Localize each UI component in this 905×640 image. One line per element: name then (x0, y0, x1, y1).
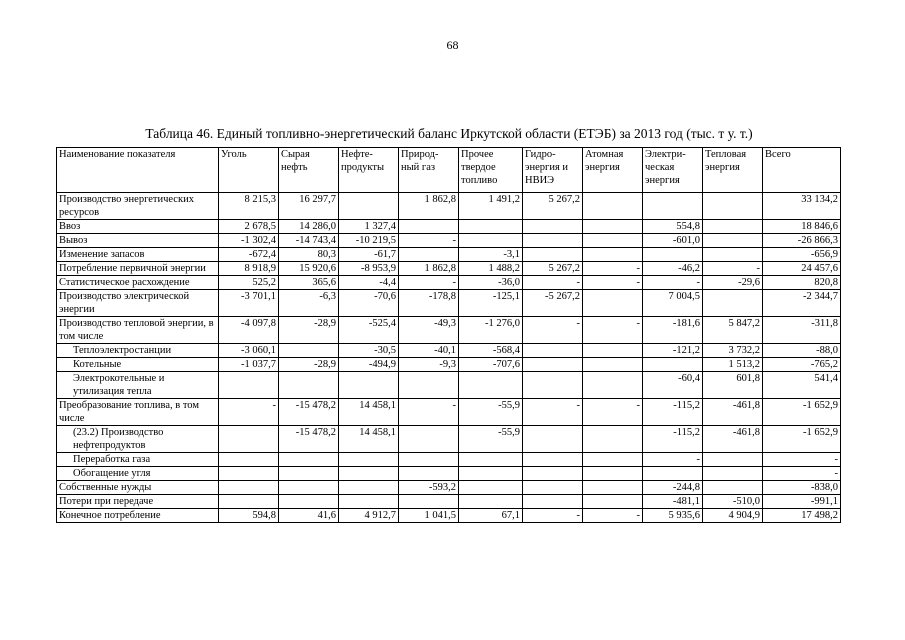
table-cell: - (643, 276, 703, 290)
table-cell: -244,8 (643, 481, 703, 495)
table-cell (583, 372, 643, 399)
table-cell (459, 234, 523, 248)
table-cell (219, 372, 279, 399)
table-cell: -29,6 (703, 276, 763, 290)
row-label: Статистическое расхождение (57, 276, 219, 290)
table-row (57, 193, 841, 220)
table-cell (583, 426, 643, 453)
table-cell: -1 652,9 (763, 399, 841, 426)
table-cell: -55,9 (459, 426, 523, 453)
table-cell (523, 344, 583, 358)
table-row (57, 290, 841, 317)
table-cell: -838,0 (763, 481, 841, 495)
table-cell: - (643, 453, 703, 467)
table-cell: 525,2 (219, 276, 279, 290)
table-cell (219, 453, 279, 467)
table-cell (703, 290, 763, 317)
table-cell: -1 302,4 (219, 234, 279, 248)
table-cell: -765,2 (763, 358, 841, 372)
table-cell: -4 097,8 (219, 317, 279, 344)
table-cell: 24 457,6 (763, 262, 841, 276)
table-cell: 5 267,2 (523, 262, 583, 276)
row-label: Потери при передаче (57, 495, 219, 509)
table-cell (583, 495, 643, 509)
table-cell: -6,3 (279, 290, 339, 317)
table-cell: - (219, 399, 279, 426)
table-cell: 5 847,2 (703, 317, 763, 344)
column-header: Уголь (219, 148, 279, 193)
table-cell: -60,4 (643, 372, 703, 399)
table-cell: 14 286,0 (279, 220, 339, 234)
table-cell: 4 904,9 (703, 509, 763, 523)
table-cell: - (523, 399, 583, 426)
table-row (57, 344, 841, 358)
table-cell (219, 495, 279, 509)
table-cell: - (583, 399, 643, 426)
table-cell: 15 920,6 (279, 262, 339, 276)
table-cell (339, 453, 399, 467)
row-label: Потребление первичной энергии (57, 262, 219, 276)
column-header: Гидро-энергия и НВИЭ (523, 148, 583, 193)
table-cell (339, 193, 399, 220)
table-cell: -991,1 (763, 495, 841, 509)
table-cell: - (583, 509, 643, 523)
table-row (57, 372, 841, 399)
table-cell: -510,0 (703, 495, 763, 509)
table-cell (583, 248, 643, 262)
column-header: Наименование показателя (57, 148, 219, 193)
table-row (57, 509, 841, 523)
table-body (57, 193, 841, 523)
table-cell: 5 267,2 (523, 193, 583, 220)
row-label: Изменение запасов (57, 248, 219, 262)
table-cell (703, 193, 763, 220)
table-cell: - (763, 467, 841, 481)
table-cell (703, 234, 763, 248)
table-cell: 601,8 (703, 372, 763, 399)
table-cell: -568,4 (459, 344, 523, 358)
table-cell: -461,8 (703, 426, 763, 453)
table-cell (279, 467, 339, 481)
table-cell (399, 453, 459, 467)
row-label: Переработка газа (57, 453, 219, 467)
row-label: Производство энергетических ресурсов (57, 193, 219, 220)
table-cell: 41,6 (279, 509, 339, 523)
table-cell: -28,9 (279, 358, 339, 372)
column-header: Сырая нефть (279, 148, 339, 193)
table-cell (279, 344, 339, 358)
table-cell: -2 344,7 (763, 290, 841, 317)
table-cell: -36,0 (459, 276, 523, 290)
table-cell: -30,5 (339, 344, 399, 358)
row-label: Производство тепловой энергии, в том числе (57, 317, 219, 344)
table-cell: - (523, 509, 583, 523)
table-cell: - (583, 276, 643, 290)
table-cell: 2 678,5 (219, 220, 279, 234)
table-cell: -28,9 (279, 317, 339, 344)
table-cell (643, 358, 703, 372)
table-cell: - (399, 399, 459, 426)
table-cell: -672,4 (219, 248, 279, 262)
table-cell (523, 220, 583, 234)
column-header: Атомная энергия (583, 148, 643, 193)
table-cell (523, 467, 583, 481)
table-caption: Таблица 46. Единый топливно-энергетический баланс Иркутской области (ЕТЭБ) за 2013 год (тыс. т у. т.) (145, 126, 753, 141)
table-cell (219, 467, 279, 481)
table-cell: - (583, 262, 643, 276)
table-cell: 1 513,2 (703, 358, 763, 372)
table-cell: -40,1 (399, 344, 459, 358)
table-row (57, 481, 841, 495)
table-cell: -1 276,0 (459, 317, 523, 344)
table-cell (279, 453, 339, 467)
table-cell: 33 134,2 (763, 193, 841, 220)
table-cell: -8 953,9 (339, 262, 399, 276)
table-cell: -481,1 (643, 495, 703, 509)
table-cell (703, 453, 763, 467)
table-cell (219, 481, 279, 495)
table-cell: -3,1 (459, 248, 523, 262)
row-label: Электрокотельные и утилизация тепла (57, 372, 219, 399)
table-cell: -55,9 (459, 399, 523, 426)
table-cell: -88,0 (763, 344, 841, 358)
table-cell (583, 290, 643, 317)
row-label: Теплоэлектростанции (57, 344, 219, 358)
table-cell: - (763, 453, 841, 467)
table-cell: 1 862,8 (399, 262, 459, 276)
table-cell: - (523, 276, 583, 290)
table-cell (523, 358, 583, 372)
table-cell: -181,6 (643, 317, 703, 344)
table-cell (459, 467, 523, 481)
table-cell: 17 498,2 (763, 509, 841, 523)
table-cell: 554,8 (643, 220, 703, 234)
table-cell: -311,8 (763, 317, 841, 344)
table-cell (459, 495, 523, 509)
table-cell: -494,9 (339, 358, 399, 372)
table-cell: -15 478,2 (279, 399, 339, 426)
table-cell (523, 234, 583, 248)
table-cell: -3 060,1 (219, 344, 279, 358)
table-cell: 1 488,2 (459, 262, 523, 276)
table-cell (523, 453, 583, 467)
table-row (57, 399, 841, 426)
table-cell (339, 467, 399, 481)
table-cell (279, 372, 339, 399)
row-label: (23.2) Производство нефтепродуктов (57, 426, 219, 453)
table-cell: -14 743,4 (279, 234, 339, 248)
table-cell: -3 701,1 (219, 290, 279, 317)
table-row (57, 262, 841, 276)
table-cell (583, 453, 643, 467)
table-cell: -115,2 (643, 399, 703, 426)
table-cell (583, 193, 643, 220)
table-cell: -70,6 (339, 290, 399, 317)
table-cell (523, 372, 583, 399)
table-cell (279, 481, 339, 495)
table-row (57, 220, 841, 234)
table-cell (583, 220, 643, 234)
table-cell: 820,8 (763, 276, 841, 290)
row-label: Конечное потребление (57, 509, 219, 523)
table-cell: - (399, 234, 459, 248)
table-cell: -4,4 (339, 276, 399, 290)
table-cell (399, 495, 459, 509)
table-cell: 8 918,9 (219, 262, 279, 276)
table-cell (583, 358, 643, 372)
table-cell: 1 862,8 (399, 193, 459, 220)
table-cell: -46,2 (643, 262, 703, 276)
table-cell (459, 372, 523, 399)
table-cell: -178,8 (399, 290, 459, 317)
table-row (57, 276, 841, 290)
table-cell (339, 495, 399, 509)
table-cell: 14 458,1 (339, 399, 399, 426)
table-cell (523, 495, 583, 509)
row-label: Ввоз (57, 220, 219, 234)
table-cell: -9,3 (399, 358, 459, 372)
table-cell: - (583, 317, 643, 344)
table-cell: -593,2 (399, 481, 459, 495)
energy-balance-table (56, 147, 841, 523)
table-cell (279, 495, 339, 509)
table-cell: - (703, 262, 763, 276)
table-cell: - (399, 276, 459, 290)
page-number: 68 (446, 38, 459, 52)
table-cell: 1 041,5 (399, 509, 459, 523)
table-cell (399, 248, 459, 262)
table-cell: -61,7 (339, 248, 399, 262)
table-cell: 1 327,4 (339, 220, 399, 234)
table-cell: 594,8 (219, 509, 279, 523)
table-cell: 16 297,7 (279, 193, 339, 220)
table-cell: 8 215,3 (219, 193, 279, 220)
table-cell (399, 467, 459, 481)
column-header: Электри-ческая энергия (643, 148, 703, 193)
table-row (57, 453, 841, 467)
table-cell (643, 193, 703, 220)
table-cell (703, 481, 763, 495)
table-cell: 3 732,2 (703, 344, 763, 358)
table-cell (583, 467, 643, 481)
row-label: Вывоз (57, 234, 219, 248)
table-cell: 80,3 (279, 248, 339, 262)
table-cell (583, 344, 643, 358)
table-cell: -656,9 (763, 248, 841, 262)
table-cell (583, 234, 643, 248)
table-row (57, 248, 841, 262)
table-cell: 5 935,6 (643, 509, 703, 523)
table-row (57, 426, 841, 453)
table-row (57, 495, 841, 509)
table-row (57, 358, 841, 372)
table-cell (219, 426, 279, 453)
table-cell: - (523, 317, 583, 344)
row-label: Обогащение угля (57, 467, 219, 481)
column-header: Природ-ный газ (399, 148, 459, 193)
row-label: Котельные (57, 358, 219, 372)
table-cell (399, 220, 459, 234)
table-cell (703, 248, 763, 262)
table-cell (339, 372, 399, 399)
table-cell: 365,6 (279, 276, 339, 290)
table-cell (339, 481, 399, 495)
table-cell: -10 219,5 (339, 234, 399, 248)
table-cell (643, 248, 703, 262)
column-header: Прочее твердое топливо (459, 148, 523, 193)
table-cell: -601,0 (643, 234, 703, 248)
table-cell: 541,4 (763, 372, 841, 399)
row-label: Собственные нужды (57, 481, 219, 495)
table-cell: 67,1 (459, 509, 523, 523)
table-cell: -1 652,9 (763, 426, 841, 453)
table-cell (399, 426, 459, 453)
table-cell (703, 467, 763, 481)
table-cell (523, 481, 583, 495)
column-header: Тепловая энергия (703, 148, 763, 193)
table-row (57, 467, 841, 481)
table-cell (459, 453, 523, 467)
column-header: Всего (763, 148, 841, 193)
table-cell: 1 491,2 (459, 193, 523, 220)
table-cell: -115,2 (643, 426, 703, 453)
table-cell: -707,6 (459, 358, 523, 372)
table-cell (459, 481, 523, 495)
table-cell: 18 846,6 (763, 220, 841, 234)
table-cell: -525,4 (339, 317, 399, 344)
table-cell: -461,8 (703, 399, 763, 426)
row-label: Преобразование топлива, в том числе (57, 399, 219, 426)
table-row (57, 234, 841, 248)
table-cell (399, 372, 459, 399)
table-row (57, 317, 841, 344)
table-cell (703, 220, 763, 234)
table-cell (523, 426, 583, 453)
table-cell: -125,1 (459, 290, 523, 317)
table-cell: -49,3 (399, 317, 459, 344)
table-cell: 14 458,1 (339, 426, 399, 453)
column-header: Нефте-продукты (339, 148, 399, 193)
table-cell (583, 481, 643, 495)
table-cell: -121,2 (643, 344, 703, 358)
header-row (57, 148, 841, 193)
table-cell (523, 248, 583, 262)
table-cell: -26 866,3 (763, 234, 841, 248)
table-cell: 4 912,7 (339, 509, 399, 523)
table-cell: -5 267,2 (523, 290, 583, 317)
table-cell: -1 037,7 (219, 358, 279, 372)
table-cell: 7 004,5 (643, 290, 703, 317)
table-cell (643, 467, 703, 481)
table-cell (459, 220, 523, 234)
table-cell: -15 478,2 (279, 426, 339, 453)
row-label: Производство электрической энергии (57, 290, 219, 317)
